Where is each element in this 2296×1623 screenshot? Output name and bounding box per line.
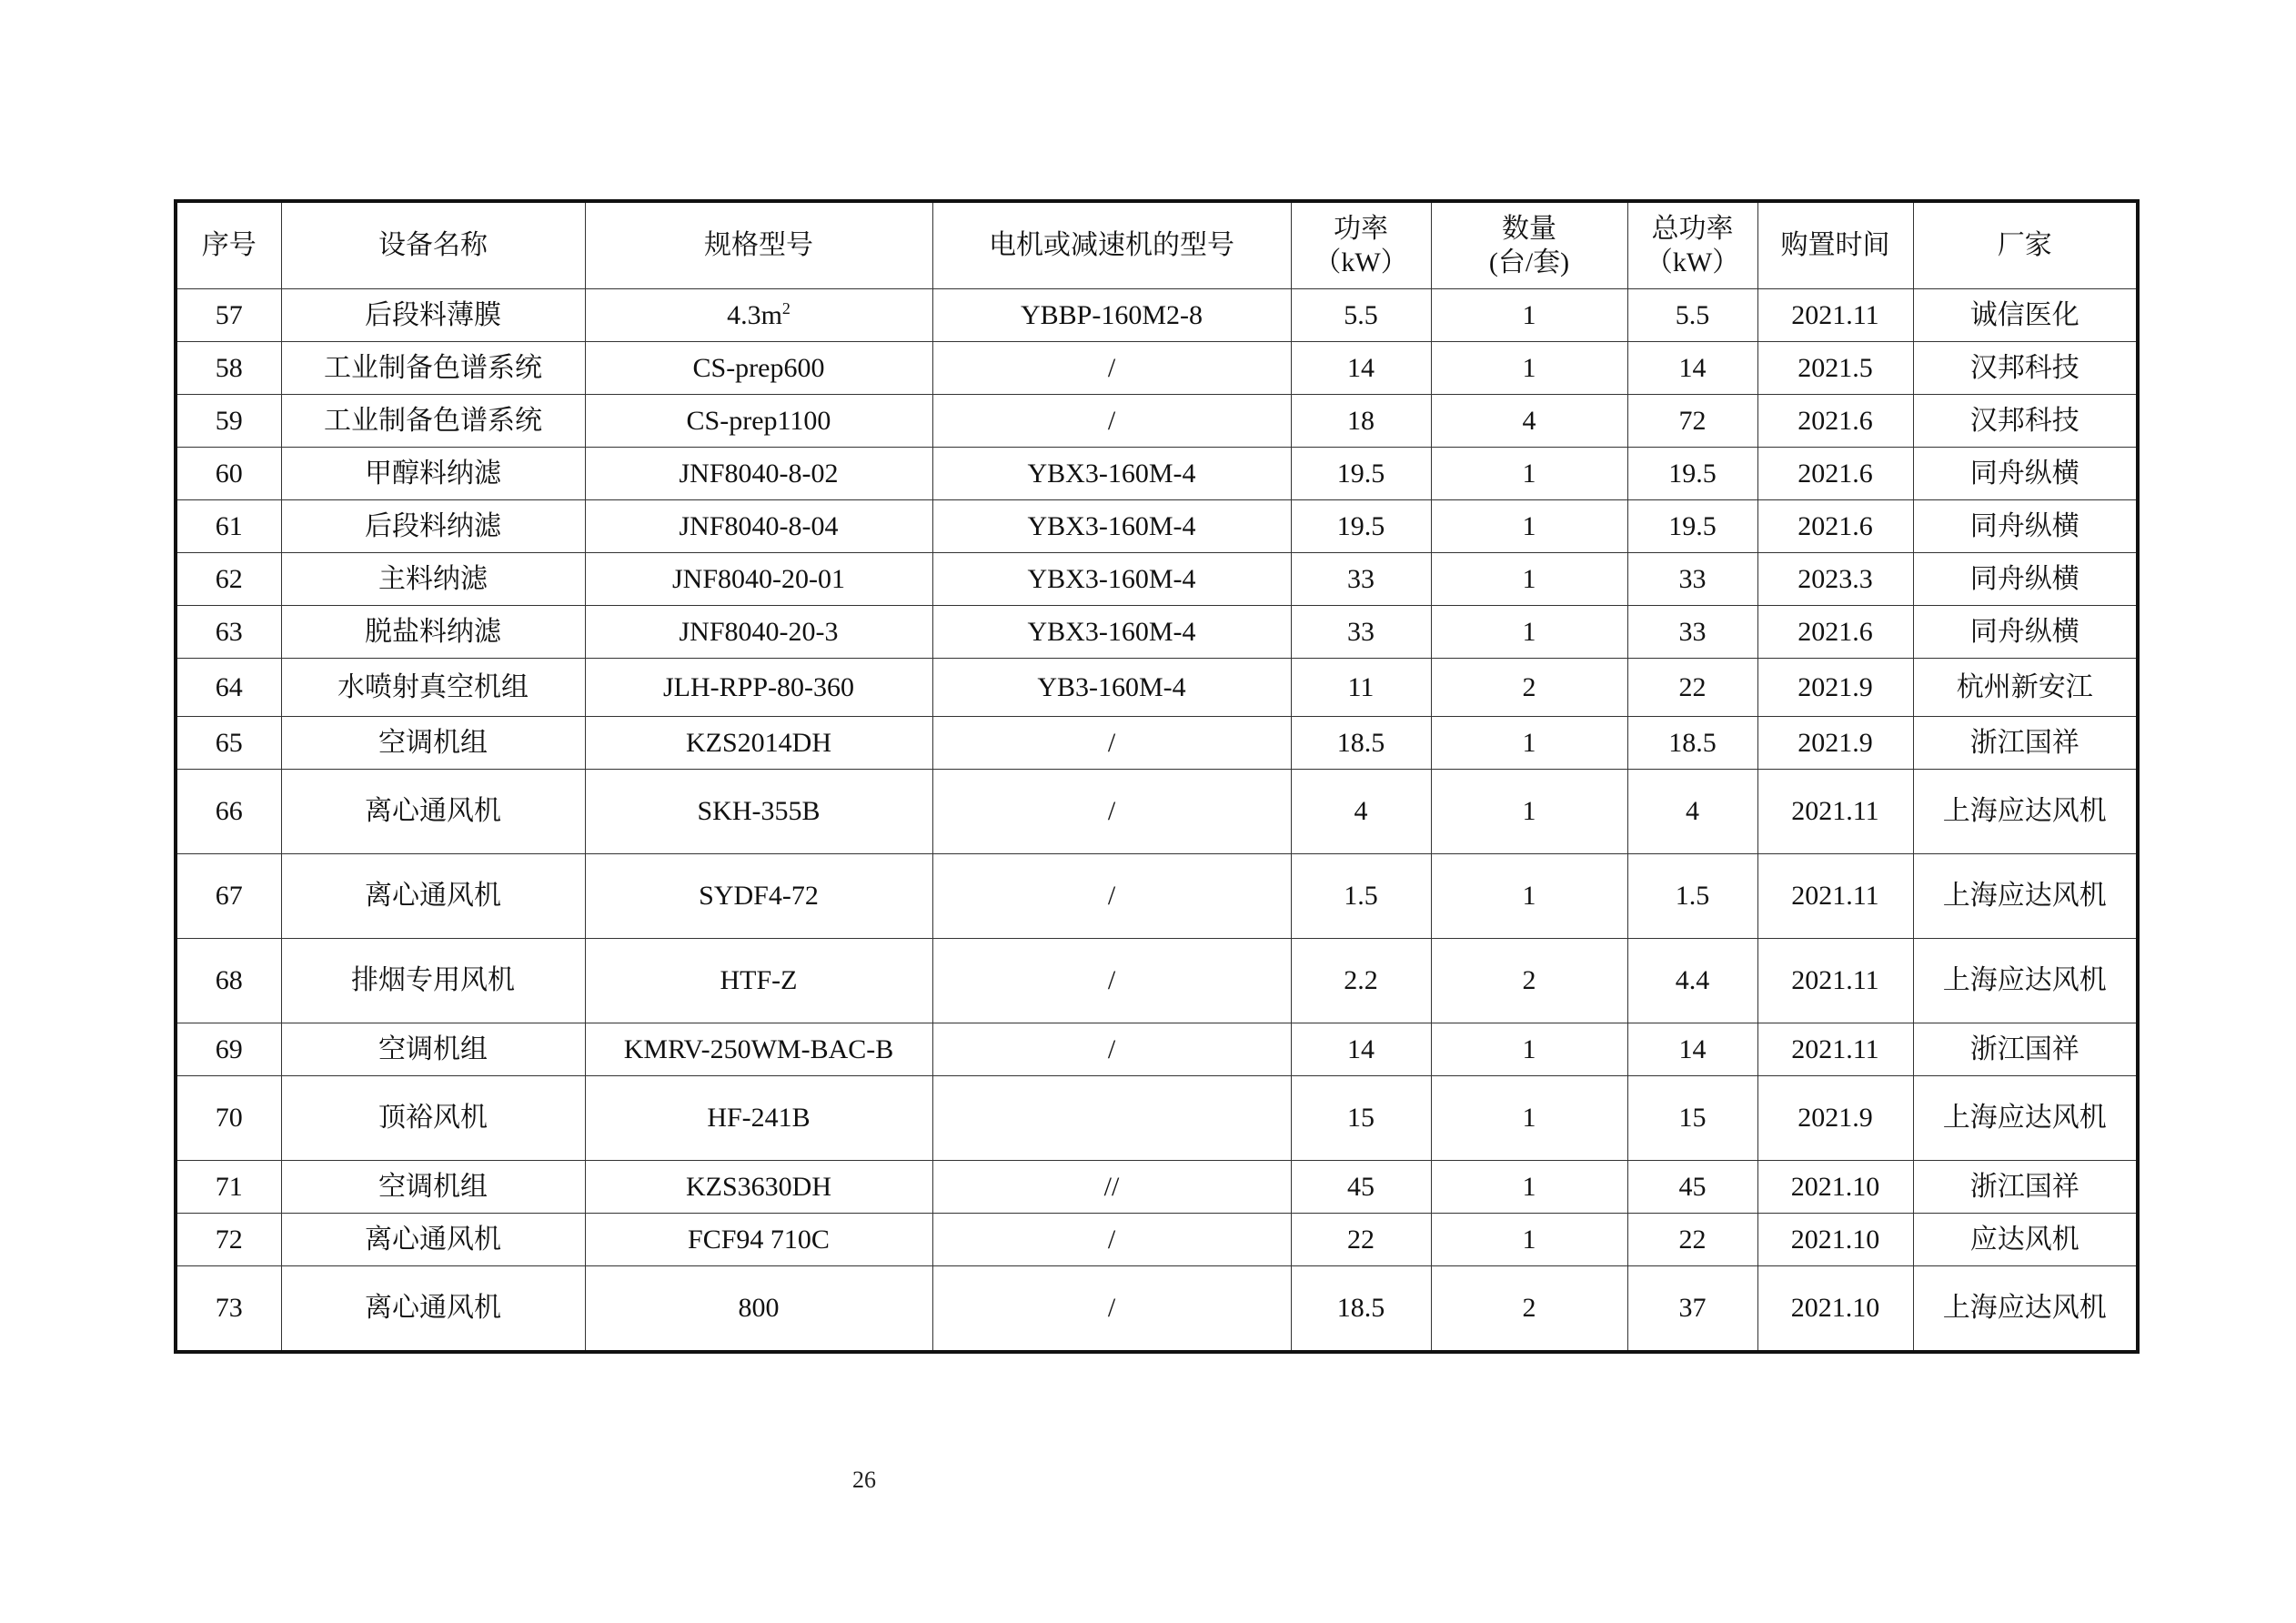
cell-motor-model <box>932 1076 1291 1161</box>
table-body <box>176 289 2138 1353</box>
cell-motor-model: YBX3-160M-4 <box>932 448 1291 500</box>
cell-equipment-name: 顶裕风机 <box>281 1076 585 1161</box>
cell-motor-model: YB3-160M-4 <box>932 659 1291 717</box>
cell-manufacturer: 同舟纵横 <box>1913 500 2138 553</box>
header-row <box>176 201 2138 289</box>
cell-quantity: 1 <box>1431 1076 1627 1161</box>
cell-manufacturer: 诚信医化 <box>1913 289 2138 342</box>
cell-quantity: 1 <box>1431 854 1627 939</box>
table-row <box>176 606 2138 659</box>
cell-total-power: 33 <box>1627 606 1757 659</box>
cell-spec-model: KZS2014DH <box>585 717 932 770</box>
cell-spec-model: HTF-Z <box>585 939 932 1023</box>
cell-motor-model: / <box>932 1266 1291 1353</box>
cell-motor-model: / <box>932 395 1291 448</box>
cell-power: 22 <box>1291 1214 1431 1266</box>
cell-manufacturer: 上海应达风机 <box>1913 1266 2138 1353</box>
table-row <box>176 395 2138 448</box>
cell-power: 19.5 <box>1291 500 1431 553</box>
cell-manufacturer: 上海应达风机 <box>1913 939 2138 1023</box>
cell-power: 4 <box>1291 770 1431 854</box>
cell-motor-model: / <box>932 1214 1291 1266</box>
header-qty <box>1431 201 1627 289</box>
cell-manufacturer: 同舟纵横 <box>1913 448 2138 500</box>
cell-equipment-name: 工业制备色谱系统 <box>281 395 585 448</box>
cell-seq: 71 <box>176 1161 281 1214</box>
cell-seq: 62 <box>176 553 281 606</box>
cell-purchase-date: 2021.10 <box>1757 1266 1913 1353</box>
cell-quantity: 1 <box>1431 448 1627 500</box>
cell-motor-model: / <box>932 770 1291 854</box>
table-row <box>176 854 2138 939</box>
cell-purchase-date: 2021.5 <box>1757 342 1913 395</box>
cell-quantity: 1 <box>1431 289 1627 342</box>
cell-equipment-name: 空调机组 <box>281 1023 585 1076</box>
cell-equipment-name: 脱盐料纳滤 <box>281 606 585 659</box>
table-row <box>176 342 2138 395</box>
cell-quantity: 1 <box>1431 342 1627 395</box>
header-power-line2: （kW） <box>1314 247 1408 277</box>
table-row <box>176 717 2138 770</box>
cell-total-power: 18.5 <box>1627 717 1757 770</box>
cell-manufacturer: 浙江国祥 <box>1913 1161 2138 1214</box>
cell-power: 18.5 <box>1291 1266 1431 1353</box>
cell-spec-model: HF-241B <box>585 1076 932 1161</box>
cell-seq: 61 <box>176 500 281 553</box>
cell-spec-model: JNF8040-20-01 <box>585 553 932 606</box>
cell-power: 5.5 <box>1291 289 1431 342</box>
cell-purchase-date: 2021.6 <box>1757 395 1913 448</box>
cell-purchase-date: 2021.6 <box>1757 448 1913 500</box>
cell-motor-model: YBX3-160M-4 <box>932 606 1291 659</box>
cell-manufacturer: 浙江国祥 <box>1913 1023 2138 1076</box>
cell-spec-model: SKH-355B <box>585 770 932 854</box>
cell-seq: 66 <box>176 770 281 854</box>
cell-motor-model: / <box>932 342 1291 395</box>
cell-purchase-date: 2021.10 <box>1757 1161 1913 1214</box>
cell-motor-model: / <box>932 854 1291 939</box>
cell-spec-model: JNF8040-8-02 <box>585 448 932 500</box>
cell-equipment-name: 空调机组 <box>281 1161 585 1214</box>
cell-manufacturer: 汉邦科技 <box>1913 395 2138 448</box>
cell-quantity: 1 <box>1431 606 1627 659</box>
table-row <box>176 1076 2138 1161</box>
cell-power: 11 <box>1291 659 1431 717</box>
table-row <box>176 448 2138 500</box>
table-row <box>176 500 2138 553</box>
cell-spec-model: JNF8040-20-3 <box>585 606 932 659</box>
cell-equipment-name: 水喷射真空机组 <box>281 659 585 717</box>
cell-quantity: 1 <box>1431 1023 1627 1076</box>
cell-total-power: 37 <box>1627 1266 1757 1353</box>
cell-manufacturer: 应达风机 <box>1913 1214 2138 1266</box>
cell-equipment-name: 空调机组 <box>281 717 585 770</box>
cell-quantity: 2 <box>1431 939 1627 1023</box>
cell-purchase-date: 2023.3 <box>1757 553 1913 606</box>
cell-equipment-name: 离心通风机 <box>281 1266 585 1353</box>
cell-equipment-name: 离心通风机 <box>281 770 585 854</box>
table-row <box>176 939 2138 1023</box>
cell-total-power: 14 <box>1627 1023 1757 1076</box>
header-date: 购置时间 <box>1757 201 1913 289</box>
table-row <box>176 770 2138 854</box>
cell-power: 19.5 <box>1291 448 1431 500</box>
cell-total-power: 33 <box>1627 553 1757 606</box>
cell-manufacturer: 上海应达风机 <box>1913 1076 2138 1161</box>
header-total-line1: 总功率 <box>1651 213 1734 244</box>
cell-spec-model: CS-prep1100 <box>585 395 932 448</box>
table-row <box>176 289 2138 342</box>
cell-motor-model: YBX3-160M-4 <box>932 553 1291 606</box>
cell-quantity: 2 <box>1431 1266 1627 1353</box>
cell-power: 18 <box>1291 395 1431 448</box>
cell-seq: 70 <box>176 1076 281 1161</box>
cell-power: 14 <box>1291 1023 1431 1076</box>
cell-seq: 59 <box>176 395 281 448</box>
cell-purchase-date: 2021.11 <box>1757 289 1913 342</box>
cell-spec-model: JLH-RPP-80-360 <box>585 659 932 717</box>
cell-purchase-date: 2021.6 <box>1757 500 1913 553</box>
cell-quantity: 2 <box>1431 659 1627 717</box>
cell-manufacturer: 上海应达风机 <box>1913 854 2138 939</box>
cell-spec-model: CS-prep600 <box>585 342 932 395</box>
cell-purchase-date: 2021.9 <box>1757 1076 1913 1161</box>
cell-power: 2.2 <box>1291 939 1431 1023</box>
cell-total-power: 4 <box>1627 770 1757 854</box>
cell-manufacturer: 同舟纵横 <box>1913 606 2138 659</box>
header-qty-line2: (台/套) <box>1488 247 1570 277</box>
cell-motor-model: / <box>932 1023 1291 1076</box>
cell-spec-model: KZS3630DH <box>585 1161 932 1214</box>
header-motor: 电机或减速机的型号 <box>932 201 1291 289</box>
table-row <box>176 1266 2138 1353</box>
cell-purchase-date: 2021.11 <box>1757 1023 1913 1076</box>
cell-total-power: 22 <box>1627 1214 1757 1266</box>
cell-total-power: 5.5 <box>1627 289 1757 342</box>
cell-motor-model: // <box>932 1161 1291 1214</box>
cell-manufacturer: 同舟纵横 <box>1913 553 2138 606</box>
cell-power: 15 <box>1291 1076 1431 1161</box>
cell-motor-model: / <box>932 717 1291 770</box>
cell-seq: 65 <box>176 717 281 770</box>
table-row <box>176 1161 2138 1214</box>
table-row <box>176 553 2138 606</box>
cell-purchase-date: 2021.11 <box>1757 939 1913 1023</box>
cell-spec-model: 800 <box>585 1266 932 1353</box>
cell-total-power: 72 <box>1627 395 1757 448</box>
cell-manufacturer: 浙江国祥 <box>1913 717 2138 770</box>
cell-spec-model: JNF8040-8-04 <box>585 500 932 553</box>
cell-spec-model: KMRV-250WM-BAC-B <box>585 1023 932 1076</box>
cell-total-power: 19.5 <box>1627 448 1757 500</box>
page-number: 26 <box>852 1467 876 1493</box>
cell-power: 1.5 <box>1291 854 1431 939</box>
cell-seq: 63 <box>176 606 281 659</box>
header-qty-line1: 数量 <box>1502 213 1556 244</box>
cell-total-power: 19.5 <box>1627 500 1757 553</box>
cell-quantity: 1 <box>1431 770 1627 854</box>
header-spec: 规格型号 <box>585 201 932 289</box>
cell-equipment-name: 排烟专用风机 <box>281 939 585 1023</box>
cell-manufacturer: 上海应达风机 <box>1913 770 2138 854</box>
cell-quantity: 1 <box>1431 500 1627 553</box>
cell-quantity: 4 <box>1431 395 1627 448</box>
cell-purchase-date: 2021.9 <box>1757 659 1913 717</box>
cell-purchase-date: 2021.9 <box>1757 717 1913 770</box>
cell-power: 14 <box>1291 342 1431 395</box>
header-name: 设备名称 <box>281 201 585 289</box>
header-seq: 序号 <box>176 201 281 289</box>
cell-seq: 69 <box>176 1023 281 1076</box>
cell-seq: 57 <box>176 289 281 342</box>
cell-purchase-date: 2021.11 <box>1757 854 1913 939</box>
cell-motor-model: YBBP-160M2-8 <box>932 289 1291 342</box>
cell-total-power: 22 <box>1627 659 1757 717</box>
cell-power: 18.5 <box>1291 717 1431 770</box>
cell-seq: 73 <box>176 1266 281 1353</box>
cell-seq: 60 <box>176 448 281 500</box>
cell-seq: 64 <box>176 659 281 717</box>
table-header <box>176 201 2138 289</box>
cell-power: 33 <box>1291 606 1431 659</box>
cell-purchase-date: 2021.10 <box>1757 1214 1913 1266</box>
cell-equipment-name: 主料纳滤 <box>281 553 585 606</box>
cell-purchase-date: 2021.6 <box>1757 606 1913 659</box>
table-row <box>176 659 2138 717</box>
cell-quantity: 1 <box>1431 717 1627 770</box>
cell-equipment-name: 工业制备色谱系统 <box>281 342 585 395</box>
header-power <box>1291 201 1431 289</box>
spec-superscript: 2 <box>781 298 791 318</box>
header-maker: 厂家 <box>1913 201 2138 289</box>
cell-quantity: 1 <box>1431 1161 1627 1214</box>
header-total-power <box>1627 201 1757 289</box>
header-power-line1: 功率 <box>1334 213 1388 244</box>
header-total-line2: （kW） <box>1645 247 1740 277</box>
cell-equipment-name: 后段料纳滤 <box>281 500 585 553</box>
cell-equipment-name: 离心通风机 <box>281 854 585 939</box>
table-row <box>176 1214 2138 1266</box>
cell-total-power: 1.5 <box>1627 854 1757 939</box>
cell-quantity: 1 <box>1431 553 1627 606</box>
cell-total-power: 15 <box>1627 1076 1757 1161</box>
cell-power: 45 <box>1291 1161 1431 1214</box>
cell-quantity: 1 <box>1431 1214 1627 1266</box>
cell-spec-model: FCF94 710C <box>585 1214 932 1266</box>
cell-total-power: 4.4 <box>1627 939 1757 1023</box>
spec-text: 4.3m <box>727 299 782 330</box>
cell-purchase-date: 2021.11 <box>1757 770 1913 854</box>
cell-motor-model: / <box>932 939 1291 1023</box>
cell-seq: 58 <box>176 342 281 395</box>
cell-total-power: 14 <box>1627 342 1757 395</box>
table-row <box>176 1023 2138 1076</box>
cell-equipment-name: 离心通风机 <box>281 1214 585 1266</box>
cell-total-power: 45 <box>1627 1161 1757 1214</box>
cell-seq: 67 <box>176 854 281 939</box>
cell-power: 33 <box>1291 553 1431 606</box>
cell-spec-model <box>585 289 932 342</box>
equipment-table <box>174 199 2140 1354</box>
cell-equipment-name: 后段料薄膜 <box>281 289 585 342</box>
cell-equipment-name: 甲醇料纳滤 <box>281 448 585 500</box>
cell-seq: 72 <box>176 1214 281 1266</box>
cell-motor-model: YBX3-160M-4 <box>932 500 1291 553</box>
cell-manufacturer: 汉邦科技 <box>1913 342 2138 395</box>
cell-spec-model: SYDF4-72 <box>585 854 932 939</box>
cell-seq: 68 <box>176 939 281 1023</box>
cell-manufacturer: 杭州新安江 <box>1913 659 2138 717</box>
